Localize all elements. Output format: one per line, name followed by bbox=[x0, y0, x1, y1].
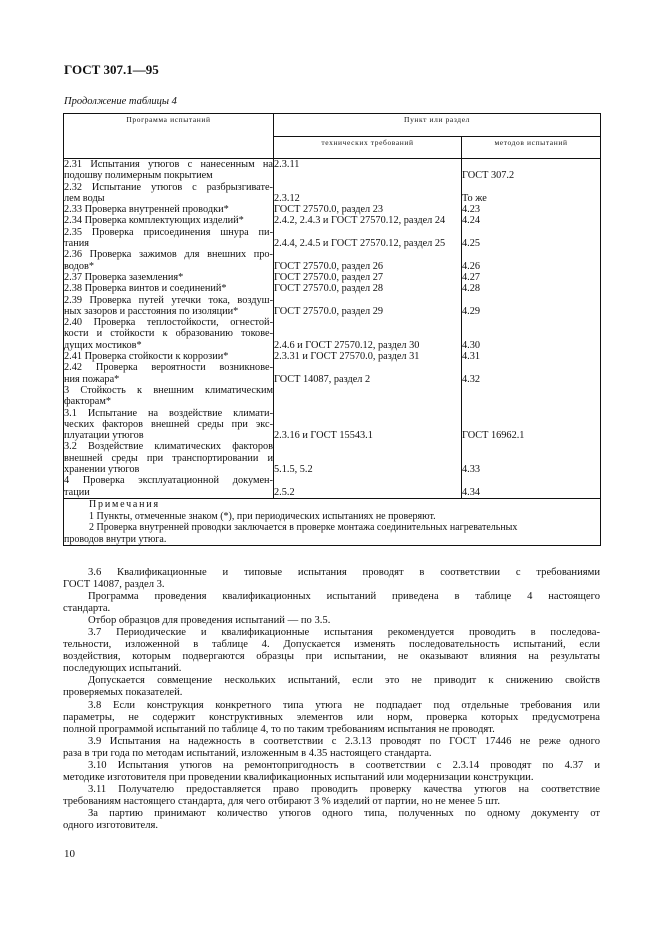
program-column bbox=[64, 159, 274, 499]
method-line: 4.26 bbox=[462, 260, 481, 272]
tech-line bbox=[274, 182, 461, 193]
tech-line bbox=[274, 408, 461, 419]
method-line: 4.24 bbox=[462, 215, 481, 227]
method-line bbox=[462, 419, 600, 430]
body-line: одного изготовителя. bbox=[63, 819, 159, 831]
body-line: ГОСТ 14087, раздел 3. bbox=[63, 579, 165, 591]
method-line bbox=[462, 159, 600, 170]
program-line: 2.35 Проверка присоединения шнура пи- bbox=[64, 226, 273, 238]
tech-line: ГОСТ 27570.0, раздел 23 bbox=[274, 204, 384, 216]
test-methods-column bbox=[462, 159, 601, 499]
method-line: 4.23 bbox=[462, 204, 481, 216]
method-line bbox=[462, 295, 600, 306]
program-line: плуатации утюгов bbox=[64, 430, 144, 442]
body-line: За партию принимают количество утюгов одного типа, полученных по одному документу от bbox=[88, 807, 600, 819]
col-header-group: Пункт или раздел bbox=[274, 114, 601, 137]
table-caption: Продолжение таблицы 4 bbox=[64, 96, 177, 107]
body-line: 3.10 Испытания утюгов на ремонтопригодность в соответствии с 2.3.14 проводят по 4.37 и bbox=[88, 759, 600, 771]
col-header-program: Программа испытаний bbox=[64, 114, 274, 159]
program-line: 2.38 Проверка винтов и соединений* bbox=[64, 283, 227, 295]
tech-line: 2.4.4, 2.4.5 и ГОСТ 27570.12, раздел 25 bbox=[274, 238, 446, 250]
body-line: Программа проведения квалификационных испытаний приведена в таблице 4 настоящего bbox=[88, 591, 600, 603]
tech-line bbox=[274, 475, 461, 486]
notes-title: Примечания bbox=[89, 498, 160, 510]
tech-line: 5.1.5, 5.2 bbox=[274, 464, 313, 476]
method-line bbox=[462, 249, 600, 260]
tech-line bbox=[274, 295, 461, 306]
body-line: стандарта. bbox=[63, 603, 111, 615]
body-line: 3.8 Если конструкция конкретного типа утюга не подпадает под отдельные требования или bbox=[88, 699, 600, 711]
body-line: требованиям настоящего стандарта, для чего отбирают 3 % изделий от партии, но не менее 5 шт. bbox=[63, 795, 501, 807]
body-line: Допускается совмещение нескольких испытаний, если это не приводит к снижению свойств bbox=[88, 675, 600, 687]
tech-line bbox=[274, 328, 461, 339]
tech-line: 2.3.11 bbox=[274, 159, 300, 170]
tech-line: ГОСТ 27570.0, раздел 28 bbox=[274, 283, 384, 295]
tech-line bbox=[274, 453, 461, 464]
method-line: То же bbox=[462, 192, 487, 204]
program-line: 2.40 Проверка теплостойкости, огнестой- bbox=[64, 317, 273, 329]
tech-line bbox=[274, 385, 461, 396]
method-line bbox=[462, 362, 600, 373]
method-line bbox=[462, 441, 600, 452]
method-line bbox=[462, 385, 600, 396]
note-line: 1 Пункты, отмеченные знаком (*), при периодических испытаниях не проверяют. bbox=[89, 510, 436, 522]
program-line: внешней среды при транспортировании и bbox=[64, 452, 273, 464]
program-line: 2.33 Проверка внутренней проводки* bbox=[64, 204, 229, 216]
method-line: 4.29 bbox=[462, 305, 481, 317]
method-line bbox=[462, 328, 600, 339]
body-line: последующих испытаний. bbox=[63, 663, 182, 675]
program-line: 2.42 Проверка вероятности возникнове- bbox=[64, 362, 273, 374]
body-line: раза в три года по методам испытаний, изложенным в 4.35 настоящего стандарта. bbox=[63, 747, 432, 759]
program-line: ческих факторов внешней среды при экс- bbox=[64, 418, 273, 430]
program-line: 2.41 Проверка стойкости к коррозии* bbox=[64, 351, 229, 363]
body-line: 3.9 Испытания на надежность в соответствии с 2.3.13 проводят по ГОСТ 17446 не реже одного bbox=[88, 735, 600, 747]
method-line: 4.27 bbox=[462, 271, 481, 283]
body-line: методике изготовителя при проведении квалификационных испытаний или модернизации конструкции. bbox=[63, 771, 534, 783]
note-line: проводов внутри утюга. bbox=[64, 533, 167, 545]
program-line: кости и стойкости к образованию токове- bbox=[64, 328, 273, 340]
tech-line bbox=[274, 249, 461, 260]
program-line: 3 Стойкость к внешним климатическим bbox=[64, 384, 273, 396]
tech-requirements-column bbox=[274, 159, 462, 499]
body-text bbox=[63, 567, 600, 832]
method-line: 4.33 bbox=[462, 464, 481, 476]
tech-line: 2.3.16 и ГОСТ 15543.1 bbox=[274, 430, 373, 442]
program-line: 2.37 Проверка заземления* bbox=[64, 271, 184, 283]
body-line: Отбор образцов для проведения испытаний — по 3.5. bbox=[88, 615, 331, 627]
program-line: лем воды bbox=[64, 192, 105, 204]
body-line: проверяемых показателей. bbox=[63, 687, 183, 699]
program-line: тания bbox=[64, 238, 89, 250]
tech-line: ГОСТ 27570.0, раздел 29 bbox=[274, 305, 384, 317]
method-line bbox=[462, 227, 600, 238]
method-line: ГОСТ 16962.1 bbox=[462, 430, 525, 442]
tech-line: ГОСТ 27570.0, раздел 26 bbox=[274, 260, 384, 272]
tech-line bbox=[274, 227, 461, 238]
tech-line: ГОСТ 27570.0, раздел 27 bbox=[274, 271, 384, 283]
body-line: полной программой испытаний по таблице 4, то по таким требованиям испытания не проводят. bbox=[63, 723, 495, 735]
method-line bbox=[462, 475, 600, 486]
program-line: хранении утюгов bbox=[64, 464, 140, 476]
body-line: параметры, не содержит конструктивных элементов или норм, проверка которых предусмотрена bbox=[63, 711, 600, 723]
tech-line: 2.3.31 и ГОСТ 27570.0, раздел 31 bbox=[274, 351, 420, 363]
program-line: 3.1 Испытание на воздействие климати- bbox=[64, 407, 273, 419]
program-line: 2.36 Проверка зажимов для внешних про- bbox=[64, 249, 273, 261]
program-line: тации bbox=[64, 486, 90, 498]
program-line: 3.2 Воздействие климатических факторов bbox=[64, 441, 273, 453]
tech-line bbox=[274, 170, 461, 181]
method-line: 4.30 bbox=[462, 339, 481, 351]
method-line bbox=[462, 182, 600, 193]
program-line: 2.39 Проверка путей утечки тока, воздуш- bbox=[64, 294, 273, 306]
col-header-tech: технических требований bbox=[274, 137, 462, 159]
program-line: факторам* bbox=[64, 396, 112, 408]
program-line: ных зазоров и расстояния по изоляции* bbox=[64, 305, 239, 317]
table-4 bbox=[63, 113, 601, 546]
program-line: ния пожара* bbox=[64, 373, 120, 385]
program-line: 2.34 Проверка комплектующих изделий* bbox=[64, 215, 244, 227]
tech-line: ГОСТ 14087, раздел 2 bbox=[274, 373, 371, 385]
program-line: 2.31 Испытания утюгов с нанесенным на bbox=[64, 159, 273, 170]
table-notes bbox=[64, 498, 601, 545]
method-line: 4.31 bbox=[462, 351, 481, 363]
tech-line bbox=[274, 419, 461, 430]
tech-line bbox=[274, 362, 461, 373]
method-line bbox=[462, 317, 600, 328]
col-header-methods: методов испытаний bbox=[462, 137, 601, 159]
method-line: 4.25 bbox=[462, 238, 481, 250]
program-line: дущих мостиков* bbox=[64, 339, 142, 351]
body-line: воздействия, которым подвергаются образцы при испытании, не оказывают влияния на результаты bbox=[63, 651, 600, 663]
tech-line bbox=[274, 317, 461, 328]
body-line: 3.11 Получателю предоставляется право проводить проверку качества утюгов на соответствие bbox=[88, 783, 600, 795]
body-line: 3.6 Квалификационные и типовые испытания проводят в соответствии с требованиями bbox=[88, 567, 600, 578]
program-line: 2.32 Испытание утюгов с разбрызгивате- bbox=[64, 181, 273, 193]
body-line: тельности, изложенной в таблице 4. Допускается изменять последовательность испытаний, если bbox=[63, 639, 600, 651]
tech-line: 2.4.6 и ГОСТ 27570.12, раздел 30 bbox=[274, 339, 420, 351]
note-line: 2 Проверка внутренней проводки заключается в проверке монтажа соединительных нагревательных bbox=[89, 522, 518, 534]
body-line: 3.7 Периодические и квалификационные испытания рекомендуется проводить в последова- bbox=[88, 627, 600, 639]
method-line: 4.34 bbox=[462, 486, 481, 498]
tech-line bbox=[274, 396, 461, 407]
method-line bbox=[462, 396, 600, 407]
tech-line: 2.3.12 bbox=[274, 192, 300, 204]
method-line: ГОСТ 307.2 bbox=[462, 170, 515, 182]
program-line: подошву полимерным покрытием bbox=[64, 170, 213, 182]
tech-line: 2.4.2, 2.4.3 и ГОСТ 27570.12, раздел 24 bbox=[274, 215, 446, 227]
method-line: 4.32 bbox=[462, 373, 481, 385]
method-line bbox=[462, 453, 600, 464]
program-line: водов* bbox=[64, 260, 95, 272]
tech-line: 2.5.2 bbox=[274, 486, 295, 498]
method-line: 4.28 bbox=[462, 283, 481, 295]
method-line bbox=[462, 408, 600, 419]
program-line: 4 Проверка эксплуатационной докумен- bbox=[64, 475, 273, 487]
document-header: ГОСТ 307.1—95 bbox=[64, 62, 159, 77]
tech-line bbox=[274, 441, 461, 452]
page-number: 10 bbox=[64, 848, 75, 860]
